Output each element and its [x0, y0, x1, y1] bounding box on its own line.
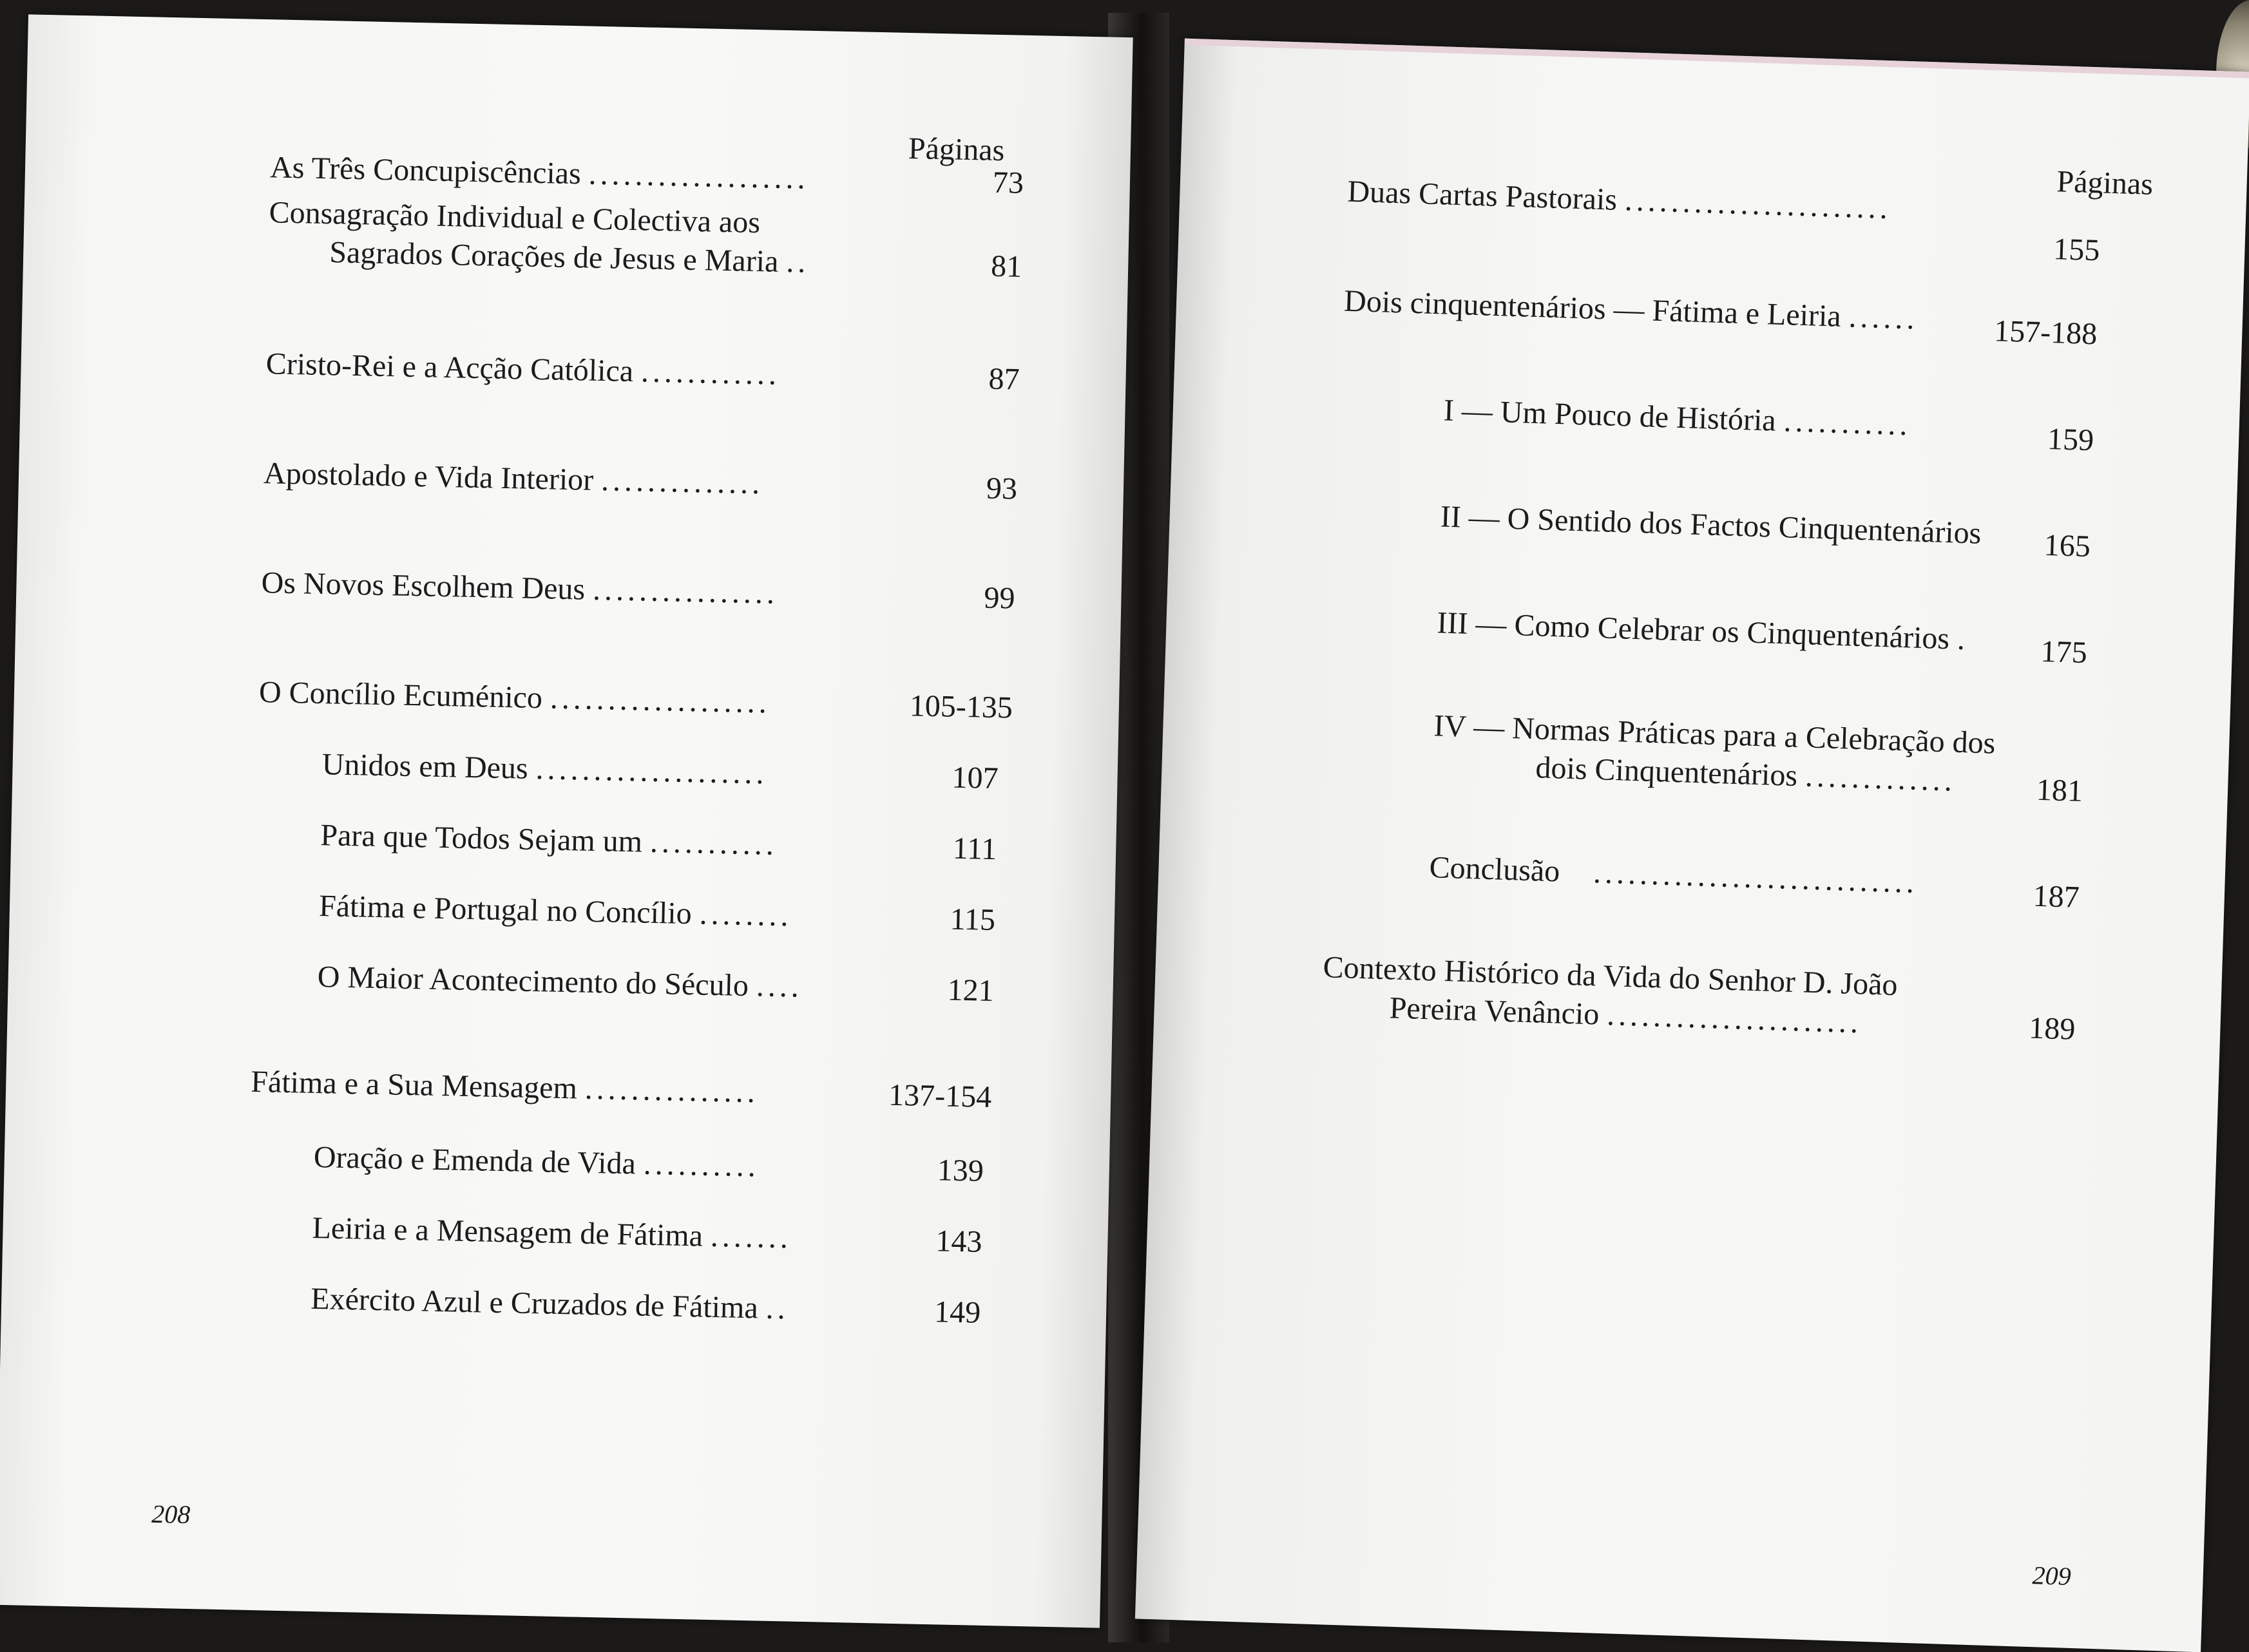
- page-edge: [1185, 39, 2249, 79]
- page-number: 107: [951, 760, 999, 796]
- page-number: 87: [988, 361, 1020, 397]
- toc-entry: [313, 1138, 760, 1186]
- toc-entry: [265, 345, 781, 394]
- column-header: Páginas: [908, 131, 1005, 168]
- page-folio: 208: [151, 1499, 191, 1530]
- page-number: 181: [2036, 772, 2083, 808]
- toc-entry: [1443, 392, 1911, 445]
- toc-entry-title: I — Um Pouco de História: [1443, 393, 1777, 438]
- toc-entry-title: Contexto Histórico da Vida do Senhor D. João: [1322, 950, 1899, 1003]
- left-page: [0, 14, 1133, 1628]
- dot-leader: ......: [1848, 299, 1919, 336]
- toc-entry: [251, 1063, 760, 1112]
- page-number: 157-188: [1993, 314, 2098, 352]
- toc-entry: [261, 564, 779, 613]
- toc-entry-title: Fátima e Portugal no Concílio: [318, 889, 693, 931]
- page-number: 121: [947, 973, 995, 1009]
- dot-leader: ...................: [588, 157, 810, 196]
- toc-entry-title: II — O Sentido dos Factos Cinquentenários: [1440, 499, 1982, 551]
- page-number: 137-154: [888, 1078, 992, 1114]
- dot-leader: ............................: [1593, 855, 1919, 900]
- dot-leader: ..........: [643, 1146, 760, 1184]
- dot-leader: ..: [785, 245, 810, 280]
- toc-entry-title: Duas Cartas Pastorais: [1346, 174, 1618, 217]
- toc-entry: [1343, 282, 1919, 339]
- dot-leader: ....................: [535, 752, 769, 791]
- dot-leader: ...........: [1783, 404, 1912, 442]
- toc-entry-title: Exército Azul e Cruzados de Fátima: [310, 1281, 759, 1325]
- toc-entry-title: IV — Normas Práticas para a Celebração dos: [1433, 708, 1996, 761]
- toc-entry-title: O Concílio Ecuménico: [258, 675, 543, 716]
- toc-entry: [1437, 603, 1969, 659]
- toc-entry: [1321, 948, 1898, 1043]
- toc-entry: [270, 148, 810, 198]
- toc-entry: [320, 816, 778, 864]
- column-header: Páginas: [2056, 164, 2154, 202]
- toc-entry-title: Apostolado e Vida Interior: [263, 456, 594, 497]
- toc-entry-title-cont: dois Cinquentenários: [1535, 750, 1798, 793]
- page-number: 139: [937, 1153, 984, 1188]
- dot-leader: .............: [1804, 759, 1957, 798]
- toc-entry-title-cont: Pereira Venâncio: [1389, 991, 1600, 1032]
- page-number: 187: [2032, 878, 2080, 915]
- page-number: 175: [2040, 634, 2088, 670]
- right-page: [1135, 39, 2249, 1652]
- dot-leader: ...........: [649, 824, 778, 862]
- toc-entry-title: Fátima e a Sua Mensagem: [250, 1064, 578, 1106]
- dot-leader: ....: [756, 969, 803, 1004]
- toc-entry-title: O Maior Acontecimento do Século: [317, 960, 749, 1003]
- dot-leader: ........: [699, 897, 793, 933]
- page-number: 143: [935, 1224, 983, 1259]
- toc-entry: [319, 887, 793, 935]
- toc-entry-title: Para que Todos Sejam um: [320, 818, 643, 859]
- toc-entry-title: III — Como Celebrar os Cinquentenários: [1436, 605, 1950, 656]
- toc-entry-title: Leiria e a Mensagem de Fátima: [312, 1210, 703, 1253]
- toc-entry: [1440, 497, 1982, 553]
- page-number: 111: [952, 831, 997, 867]
- toc-entry-title: Cristo-Rei e a Acção Católica: [265, 347, 634, 389]
- toc-entry: [263, 454, 764, 503]
- toc-entry: [311, 1280, 790, 1329]
- toc-entry: [258, 673, 770, 723]
- page-number: 105-135: [909, 688, 1013, 725]
- dot-leader: ......................: [1606, 997, 1862, 1040]
- toc-entry-title: As Três Concupiscências: [269, 150, 582, 191]
- toc-entry-title: Conclusão: [1428, 850, 1561, 889]
- toc-entry: [312, 1209, 792, 1258]
- toc-entry-title: Os Novos Escolhem Deus: [261, 565, 586, 607]
- toc-entry-title: Consagração Individual e Colectiva aos: [269, 195, 761, 240]
- toc-entry-title-cont: Sagrados Corações de Jesus e Maria: [329, 235, 779, 279]
- toc-entry: [1429, 848, 1919, 902]
- page-number: 73: [992, 165, 1024, 200]
- toc-entry-title: Unidos em Deus: [321, 747, 529, 786]
- toc-entry: [268, 193, 810, 282]
- toc-entry: [1347, 173, 1892, 228]
- dot-leader: ...................: [550, 681, 771, 720]
- dot-leader: ............: [640, 354, 781, 392]
- page-number: 155: [2053, 232, 2101, 268]
- page-number: 159: [2047, 421, 2094, 458]
- dot-leader: ................: [592, 572, 779, 611]
- toc-entry: [317, 958, 803, 1007]
- page-number: 149: [933, 1295, 981, 1330]
- dot-leader: .......: [710, 1219, 792, 1255]
- page-number: 99: [983, 580, 1015, 616]
- page-number: 93: [986, 471, 1018, 506]
- toc-entry-title: Dois cinquentenários — Fátima e Leiria: [1343, 283, 1842, 334]
- dot-leader: .......................: [1624, 183, 1892, 226]
- page-folio: 209: [2031, 1561, 2072, 1591]
- page-number: 189: [2028, 1011, 2076, 1047]
- page-number: 115: [950, 902, 996, 938]
- dot-leader: ..: [765, 1291, 790, 1326]
- page-number: 81: [990, 249, 1022, 284]
- dot-leader: ..............: [600, 463, 764, 501]
- toc-entry: [321, 745, 768, 793]
- toc-entry-title: Oração e Emenda de Vida: [313, 1139, 636, 1181]
- page-number: 165: [2043, 527, 2091, 564]
- dot-leader: .: [1957, 622, 1969, 657]
- toc-entry: [1432, 707, 1996, 801]
- dot-leader: ...............: [584, 1071, 760, 1110]
